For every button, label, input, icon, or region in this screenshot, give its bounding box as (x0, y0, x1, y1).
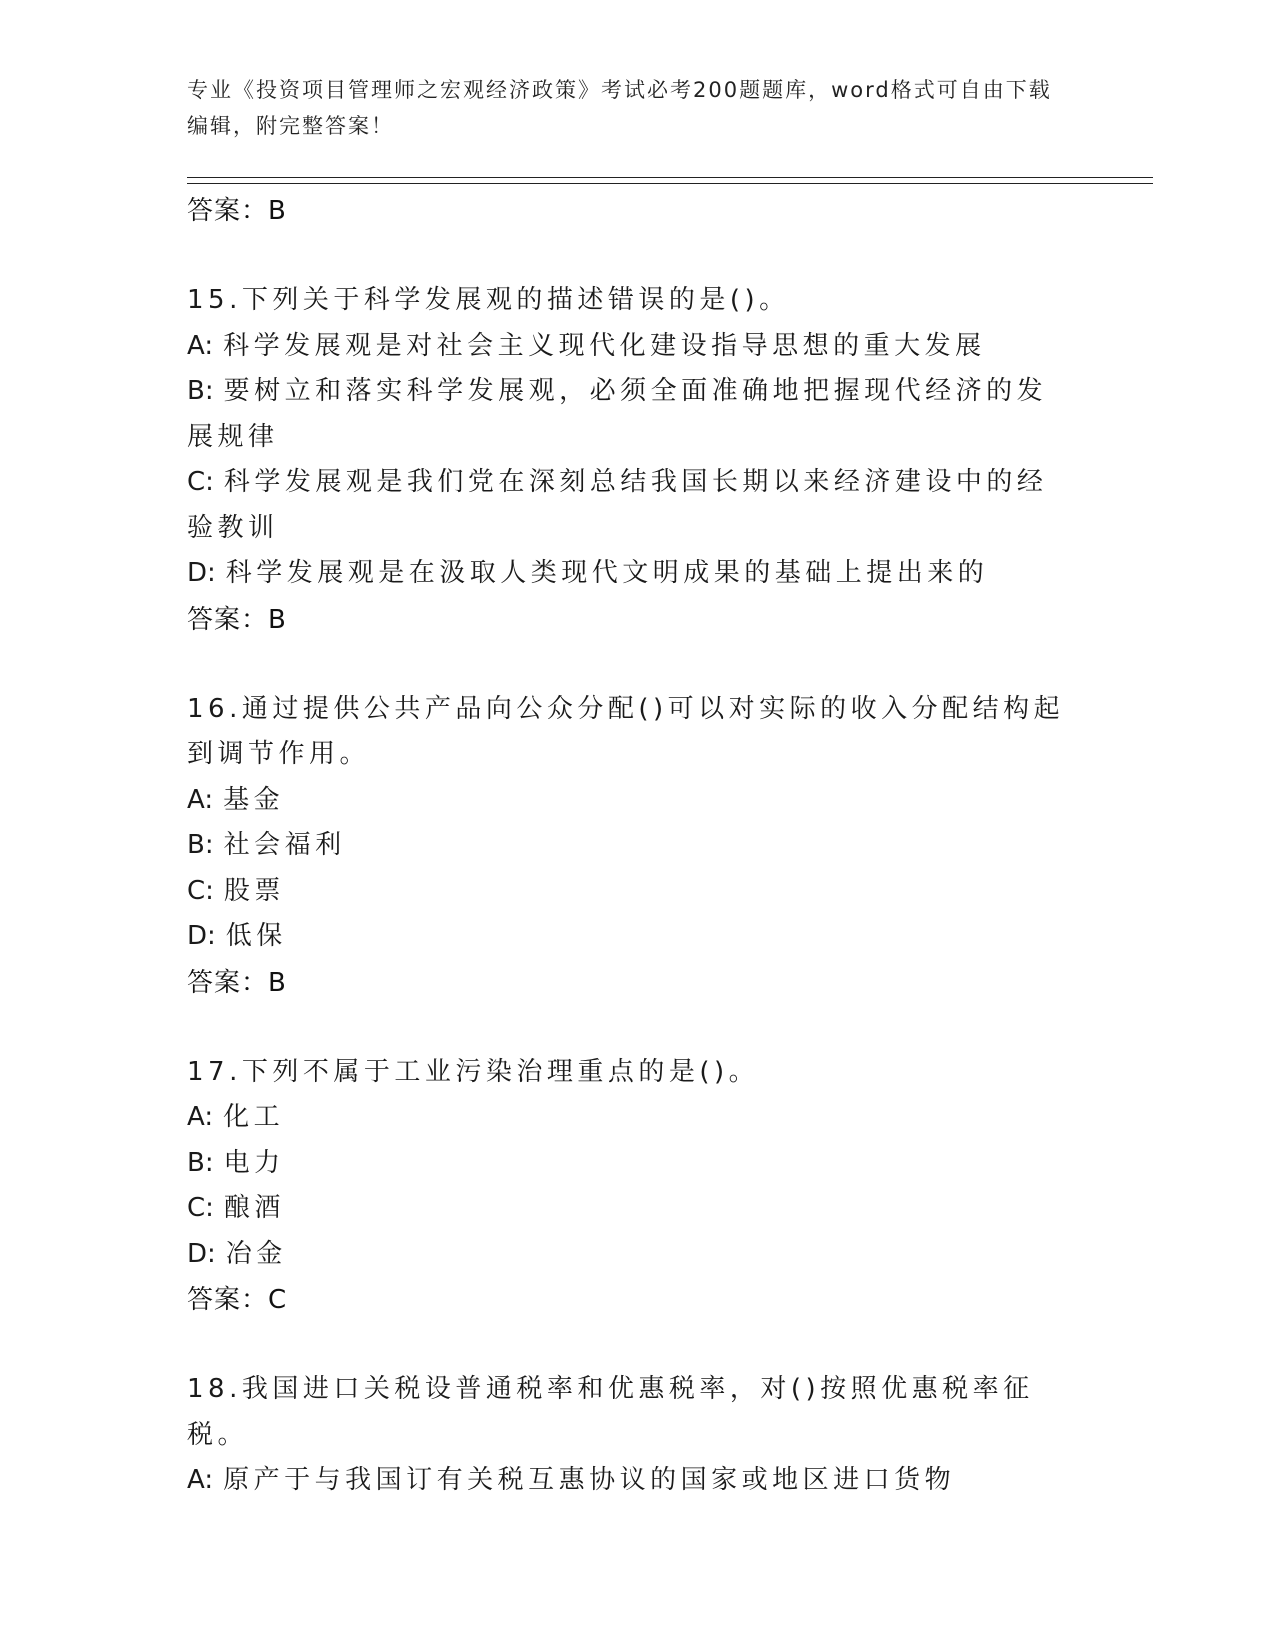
option-a (187, 1095, 1077, 1141)
option-label: B: (187, 376, 214, 406)
option-text: 原产于与我国订有关税互惠协议的国家或地区进口货物 (223, 1465, 956, 1495)
option-text: 社会福利 (223, 830, 346, 860)
option-b (187, 1141, 1077, 1187)
option-d (187, 1232, 1077, 1278)
option-text: 基金 (223, 784, 285, 815)
option-b (187, 369, 1077, 460)
option-text: 酿酒 (223, 1193, 285, 1223)
question-item (187, 1050, 1077, 1324)
option-label: C: (187, 467, 214, 497)
previous-answer: 答案：B (187, 196, 287, 226)
option-a (187, 778, 1077, 824)
option-label: A: (187, 330, 214, 361)
document-header: 专业《投资项目管理师之宏观经济政策》考试必考200题题库，word格式可自由下载编辑，附完整答案！ (187, 78, 1052, 138)
question-stem: 15.下列关于科学发展观的描述错误的是()。 (187, 285, 790, 315)
question-stem: 17.下列不属于工业污染治理重点的是()。 (187, 1056, 760, 1087)
option-text: 科学发展观是我们党在深刻总结我国长期以来经济建设中的经验教训 (187, 467, 1048, 543)
question-item (187, 687, 1077, 1006)
question-list (187, 188, 1077, 1504)
option-text: 冶金 (225, 1238, 287, 1269)
option-text: 电力 (223, 1147, 285, 1178)
option-text: 化工 (223, 1102, 285, 1132)
option-d (187, 914, 1077, 960)
question-item (187, 1367, 1077, 1504)
option-label: B: (187, 1147, 214, 1178)
question-stem: 18.我国进口关税设普通税率和优惠税率，对()按照优惠税率征税。 (187, 1374, 1034, 1450)
option-label: A: (187, 1102, 214, 1132)
option-label: C: (187, 1193, 214, 1223)
answer-line: 答案：B (187, 967, 287, 998)
option-label: D: (187, 921, 216, 951)
option-label: A: (187, 1465, 214, 1495)
option-text: 低保 (225, 921, 287, 951)
option-c (187, 869, 1077, 915)
option-text: 要树立和落实科学发展观，必须全面准确地把握现代经济的发展规律 (187, 376, 1048, 452)
option-label: D: (187, 1238, 216, 1269)
option-a (187, 324, 1077, 370)
question-item (187, 278, 1077, 643)
option-label: C: (187, 875, 214, 906)
option-c (187, 460, 1077, 551)
option-c (187, 1186, 1077, 1232)
option-text: 股票 (223, 875, 285, 906)
option-b (187, 823, 1077, 869)
header-divider-double (187, 183, 1153, 184)
answer-line: 答案：B (187, 604, 287, 635)
option-d (187, 551, 1077, 597)
option-label: A: (187, 784, 214, 815)
option-text: 科学发展观是对社会主义现代化建设指导思想的重大发展 (223, 330, 986, 361)
option-label: D: (187, 558, 216, 588)
option-label: B: (187, 830, 214, 860)
header-divider (187, 177, 1153, 178)
option-a (187, 1458, 1077, 1504)
option-text: 科学发展观是在汲取人类现代文明成果的基础上提出来的 (225, 558, 989, 588)
question-stem: 16.通过提供公共产品向公众分配()可以对实际的收入分配结构起到调节作用。 (187, 693, 1065, 769)
answer-line: 答案：C (187, 1285, 288, 1315)
